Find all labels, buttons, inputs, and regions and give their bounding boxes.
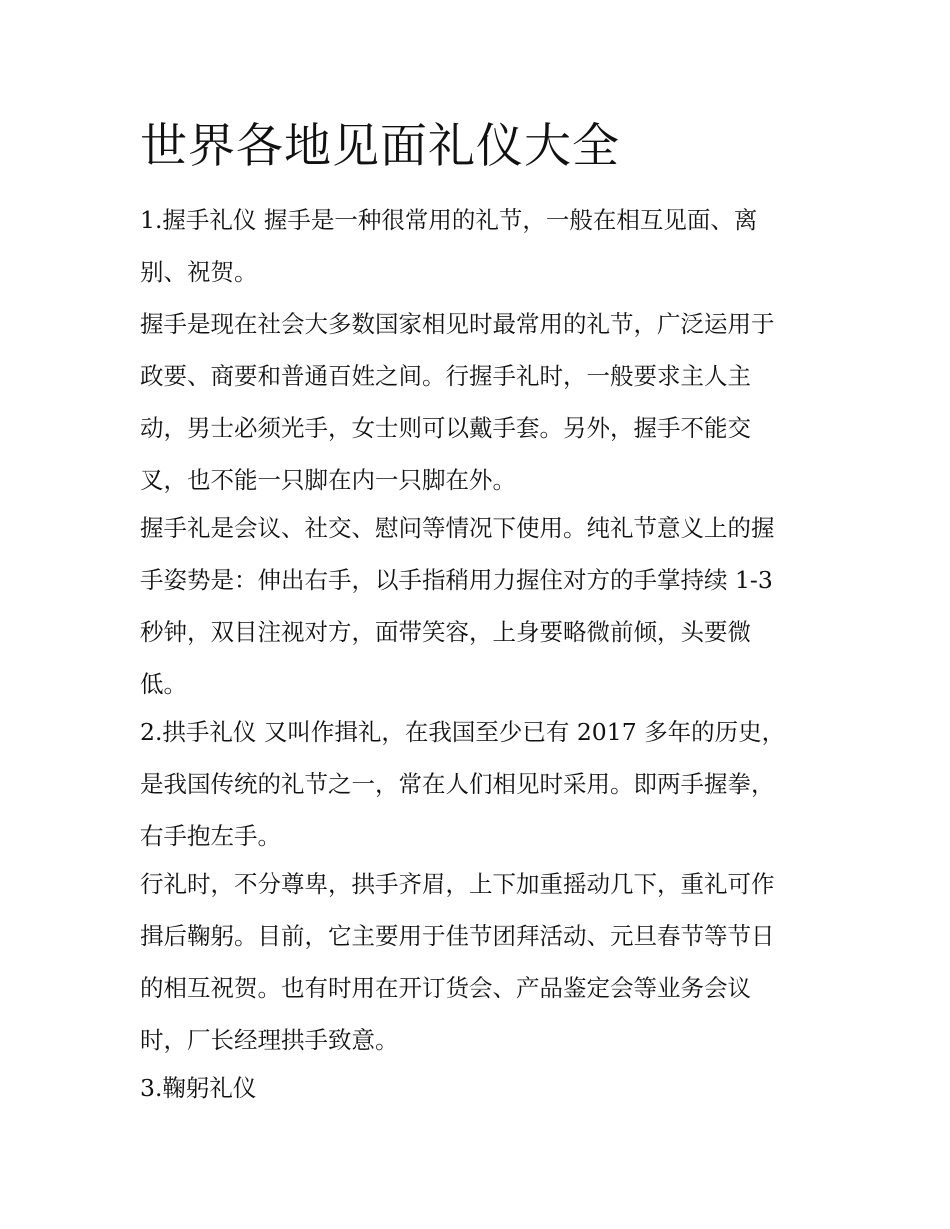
text-line: 握手礼是会议、社交、慰问等情况下使用。纯礼节意义上的握 [140,514,775,542]
text-line: 行礼时，不分尊卑，拱手齐眉，上下加重摇动几下，重礼可作 [140,870,775,898]
paragraph-bow-heading [140,1062,820,1114]
text-line: 右手抱左手。 [140,822,281,850]
text-line: 揖后鞠躬。目前，它主要用于佳节团拜活动、元旦春节等节日 [140,922,775,950]
text-line: 握手是现在社会大多数国家相见时最常用的礼节，广泛运用于 [140,310,775,338]
text-line: 的相互祝贺。也有时用在开订货会、产品鉴定会等业务会议 [140,974,751,1002]
paragraph-handshake-posture [140,502,820,710]
paragraph-salute-intro [140,706,820,862]
text-line: 叉，也不能一只脚在内一只脚在外。 [140,466,516,494]
text-line: 时，厂长经理拱手致意。 [140,1026,399,1054]
paragraph-salute-usage [140,858,820,1066]
paragraph-handshake-usage [140,298,820,506]
text-line: 是我国传统的礼节之一，常在人们相见时采用。即两手握拳， [140,770,775,798]
text-line: 1.握手礼仪 握手是一种很常用的礼节，一般在相互见面、离 [140,206,758,234]
text-line: 别、祝贺。 [140,258,258,286]
text-line: 3.鞠躬礼仪 [140,1074,257,1102]
text-line: 低。 [140,670,187,698]
text-line: 政要、商要和普通百姓之间。行握手礼时，一般要求主人主 [140,362,751,390]
text-line: 秒钟，双目注视对方，面带笑容，上身要略微前倾，头要微 [140,618,751,646]
paragraph-handshake-intro [140,194,820,298]
page-title: 世界各地见面礼仪大全 [140,119,620,174]
text-line: 2.拱手礼仪 又叫作揖礼，在我国至少已有 2017 多年的历史， [140,718,786,746]
text-line: 手姿势是：伸出右手，以手指稍用力握住对方的手掌持续 1-3 [140,566,773,594]
text-line: 动，男士必须光手，女士则可以戴手套。另外，握手不能交 [140,414,751,442]
